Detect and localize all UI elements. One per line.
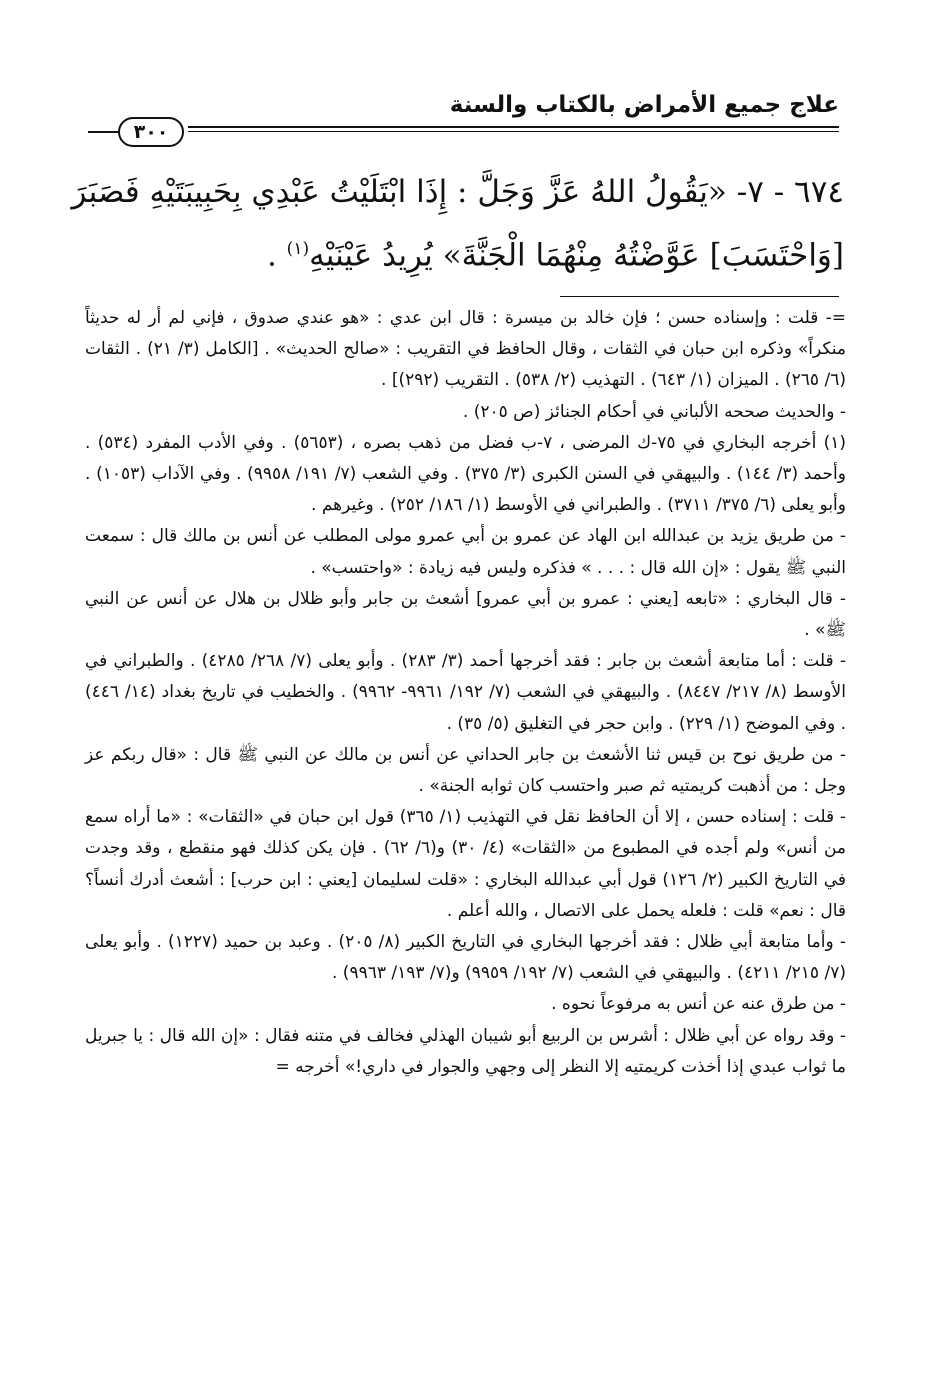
- header-rule-thin: [188, 131, 839, 132]
- hadith-line-2-text: [وَاحْتَسَبَ] عَوَّضْتُهُ مِنْهُمَا الْجَنَّةَ» يُرِيدُ عَيْنَيْهِ: [309, 237, 844, 274]
- page-number-ornament: [88, 131, 118, 133]
- footnote-reference: (١): [286, 239, 310, 259]
- page-number: ٣٠٠: [118, 117, 184, 147]
- footnote-separator: [560, 296, 839, 297]
- footnote-paragraph: - قلت : أما متابعة أشعث بن جابر : فقد أخرجها أحمد (٣/ ٢٨٣) . وأبو يعلى (٧/ ٢٦٨/ ٤٢٨٥) . والطبراني في الأوسط (٨/ ٢١٧/ ٨٤٤٧) . والبيهقي في الشعب (٧/ ١٩٢/ ٩٩٦١- ٩٩٦٢) . والخطيب في تاريخ بغداد (١٤/ ٤٤٦) . وفي الموضح (١/ ٢٢٩) . وابن حجر في التغليق (٥/ ٣٥) .: [85, 651, 846, 734]
- footnote-paragraph: - من طرق عنه عن أنس به مرفوعاً نحوه .: [551, 994, 846, 1015]
- footnote-paragraph: =- قلت : وإسناده حسن ؛ فإن خالد بن ميسرة : قال ابن عدي : «هو عندي صدوق ، فإني لم أر له حديثاً منكراً» وذكره ابن حبان في الثقات ، وقال الحافظ في التقريب : «صالح الحديث» . [الكامل (٣/ ٢١) . الثقات (٦/ ٢٦٥) . الميزان (١/ ٦٤٣) . التهذيب (٢/ ٥٣٨) . التقريب (٢٩٢)] .: [85, 308, 846, 391]
- hadith-text: [71, 164, 844, 284]
- footnote-paragraph: - من طريق نوح بن قيس ثنا الأشعث بن جابر الحداني عن أنس بن مالك عن النبي ﷺ قال : «قال ربكم عز وجل : من أذهبت كريمتيه ثم صبر واحتسب كان ثوابه الجنة» .: [85, 744, 846, 797]
- footnote-paragraph: - وقد رواه عن أبي ظلال : أشرس بن الربيع أبو شيبان الهذلي فخالف في متنه فقال : «إن الله قال : يا جبريل ما ثواب عبدي إذا أخذت كريمتيه إلا النظر إلى وجهي والجوار في داري!» أخرجه =: [85, 1025, 846, 1077]
- hadith-line-1: ٦٧٤ - ٧- «يَقُولُ اللهُ عَزَّ وَجَلَّ : إِذَا ابْتَلَيْتُ عَبْدِي بِحَبِيبَتَيْهِ فَصَبَرَ: [71, 174, 844, 210]
- hadith-line-2-end: .: [266, 237, 287, 274]
- footnote-paragraph: - قال البخاري : «تابعه [يعني : عمرو بن أبي عمرو] أشعث بن جابر وأبو ظلال بن هلال عن أنس عن النبي ﷺ» .: [85, 588, 846, 641]
- footnote-paragraph: - قلت : إسناده حسن ، إلا أن الحافظ نقل في التهذيب (١/ ٣٦٥) قول ابن حبان في «الثقات» : «ما أراه سمع من أنس» ولم أجده في المطبوع من «الثقات» (٤/ ٣٠) و(٦/ ٦٢) . فإن يكن كذلك فهو منقطع ، وقد وجدت في التاريخ الكبير (٢/ ١٢٦) قول أبي عبدالله البخاري : «قلت لسليمان [يعني : ابن حرب] : أشعث أدرك أنساً؟ قال : نعم» قلت : فلعله يحمل على الاتصال ، والله أعلم .: [85, 807, 846, 921]
- footnote-paragraph: - من طريق يزيد بن عبدالله ابن الهاد عن عمرو بن أبي عمرو مولى المطلب عن أنس بن مالك قال : سمعت النبي ﷺ يقول : «إن الله قال : . . . » فذكره وليس فيه زيادة : «واحتسب» .: [85, 526, 846, 578]
- header-rule: [188, 126, 839, 128]
- footnote-paragraph: - وأما متابعة أبي ظلال : فقد أخرجها البخاري في التاريخ الكبير (٨/ ٢٠٥) . وعبد بن حميد (١٢٢٧) . وأبو يعلى (٧/ ٢١٥/ ٤٢١١) . والبيهقي في الشعب (٧/ ١٩٢/ ٩٩٥٩) و(٧/ ١٩٣/ ٩٩٦٣) .: [85, 932, 846, 984]
- footnote-paragraph: - والحديث صححه الألباني في أحكام الجنائز (ص ٢٠٥) .: [462, 401, 846, 422]
- footnotes: [85, 303, 846, 1083]
- footnote-paragraph: (١) أخرجه البخاري في ٧٥-ك المرضى ، ٧-ب فضل من ذهب بصره ، (٥٦٥٣) . وفي الأدب المفرد (٥٣٤) . وأحمد (٣/ ١٤٤) . والبيهقي في السنن الكبرى (٣/ ٣٧٥) . وفي الشعب (٧/ ١٩١/ ٩٩٥٨) . وفي الآداب (١٠٥٣) . وأبو يعلى (٦/ ٣٧٥/ ٣٧١١) . والطبراني في الأوسط (١/ ١٨٦/ ٢٥٢) . وغيرهم .: [85, 432, 846, 516]
- running-header-title: علاج جميع الأمراض بالكتاب والسنة: [449, 92, 839, 118]
- hadith-line-2: [95, 221, 844, 284]
